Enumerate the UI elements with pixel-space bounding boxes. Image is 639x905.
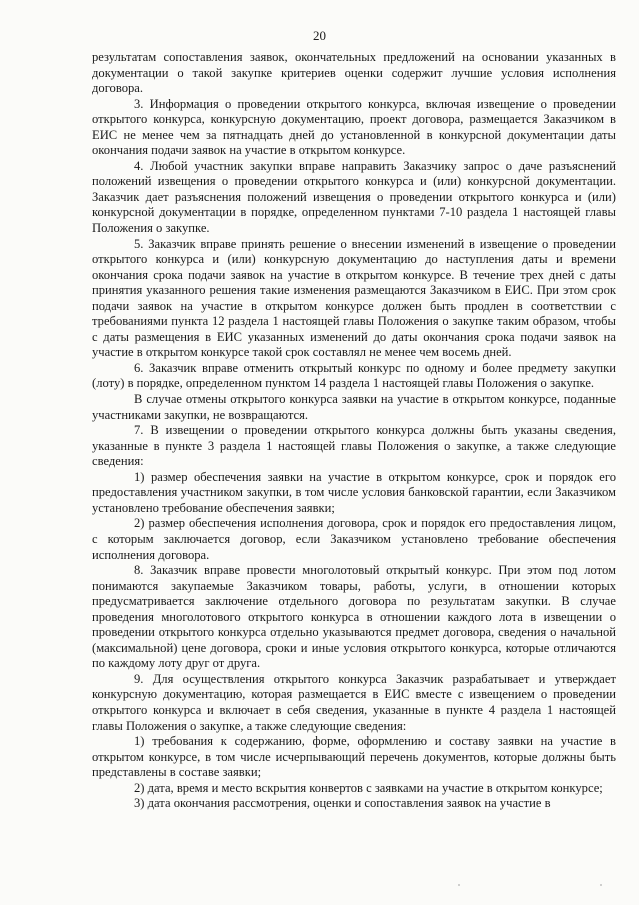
paragraph-continuation: результатам сопоставления заявок, окончательных предложений на основании указанных в документации о такой закупке критериев оценки содержит лучшие условия исполнения договора.	[92, 50, 616, 96]
paragraph-clause-3: 3. Информация о проведении открытого конкурса, включая извещение о проведении открытого конкурса, конкурсную документацию, проект договора, размещается Заказчиком в ЕИС не менее чем за пятнадцать дней до установленной в конкурсной документации даты окончания подачи заявок на участие в открытом конкурсе.	[92, 96, 616, 158]
paragraph-clause-9: 9. Для осуществления открытого конкурса Заказчик разрабатывает и утверждает конкурсную документацию, которая размещается в ЕИС вместе с извещением о проведении открытого конкурса и включает в себя сведения, указанные в пункте 4 раздела 1 настоящей главы Положения о закупке, а также следующие сведения:	[92, 671, 616, 733]
document-body	[92, 50, 616, 812]
paragraph-clause-7: 7. В извещении о проведении открытого конкурса должны быть указаны сведения, указанные в пункте 3 раздела 1 настоящей главы Положения о закупке, а также следующие сведения:	[92, 423, 616, 469]
paragraph-clause-6: 6. Заказчик вправе отменить открытый конкурс по одному и более предмету закупки (лоту) в порядке, определенном пунктом 14 раздела 1 настоящей главы Положения о закупке.	[92, 360, 616, 391]
paragraph-clause-4: 4. Любой участник закупки вправе направить Заказчику запрос о даче разъяснений положений извещения о проведении открытого конкурса и (или) конкурсной документации. Заказчик дает разъяснения положений извещения о проведении открытого конкурса и (или) конкурсной документации в порядке, определенном пунктами 7-10 раздела 1 настоящей главы Положения о закупке.	[92, 158, 616, 236]
paragraph-clause-7-item-2: 2) размер обеспечения исполнения договора, срок и порядок его предоставления лицом, с которым заключается договор, если Заказчиком установлено требование обеспечения исполнения договора.	[92, 516, 616, 562]
scan-speck	[600, 884, 602, 886]
page-number: 20	[313, 28, 326, 43]
paragraph-clause-9-item-2: 2) дата, время и место вскрытия конвертов с заявками на участие в открытом конкурсе;	[134, 780, 603, 795]
scan-speck	[458, 884, 460, 886]
paragraph-clause-6-note: В случае отмены открытого конкурса заявки на участие в открытом конкурсе, поданные участниками закупки, не возвращаются.	[92, 392, 616, 422]
paragraph-clause-7-item-1: 1) размер обеспечения заявки на участие в открытом конкурсе, срок и порядок его предоставления участником закупки, в том числе условия банковской гарантии, если Заказчиком установлено требование обеспечения заявки;	[92, 469, 616, 515]
paragraph-clause-5: 5. Заказчик вправе принять решение о внесении изменений в извещение о проведении открытого конкурса и (или) конкурсную документацию до наступления даты и времени окончания срока подачи заявок на участие в открытом конкурсе. В течение трех дней с даты принятия указанного решения такие изменения размещаются Заказчиком в ЕИС. При этом срок подачи заявок на участие в открытом конкурсе должен быть продлен в соответствии с требованиями пункта 12 раздела 1 настоящей главы Положения о закупке таким образом, чтобы с даты размещения в ЕИС указанных изменений до даты окончания срока подачи заявок на участие в открытом конкурсе такой срок составлял не менее чем восемь дней.	[92, 236, 616, 360]
paragraph-clause-9-item-1: 1) требования к содержанию, форме, оформлению и составу заявки на участие в открытом конкурсе, в том числе исчерпывающий перечень документов, которые должны быть представлены в составе заявки;	[92, 734, 616, 780]
paragraph-clause-8: 8. Заказчик вправе провести многолотовый открытый конкурс. При этом под лотом понимаются закупаемые Заказчиком товары, работы, услуги, в отношении которых предусматривается заключение отдельного договора по результатам закупки. В случае проведения многолотового открытого конкурса в отношении каждого лота в извещении о проведении открытого конкурса отдельно указываются предмет договора, сведения о начальной (максимальной) цене договора, сроки и иные условия открытого конкурса, которые отличаются по каждому лоту друг от друга.	[92, 563, 616, 671]
paragraph-clause-9-item-3: 3) дата окончания рассмотрения, оценки и сопоставления заявок на участие в	[134, 796, 551, 811]
